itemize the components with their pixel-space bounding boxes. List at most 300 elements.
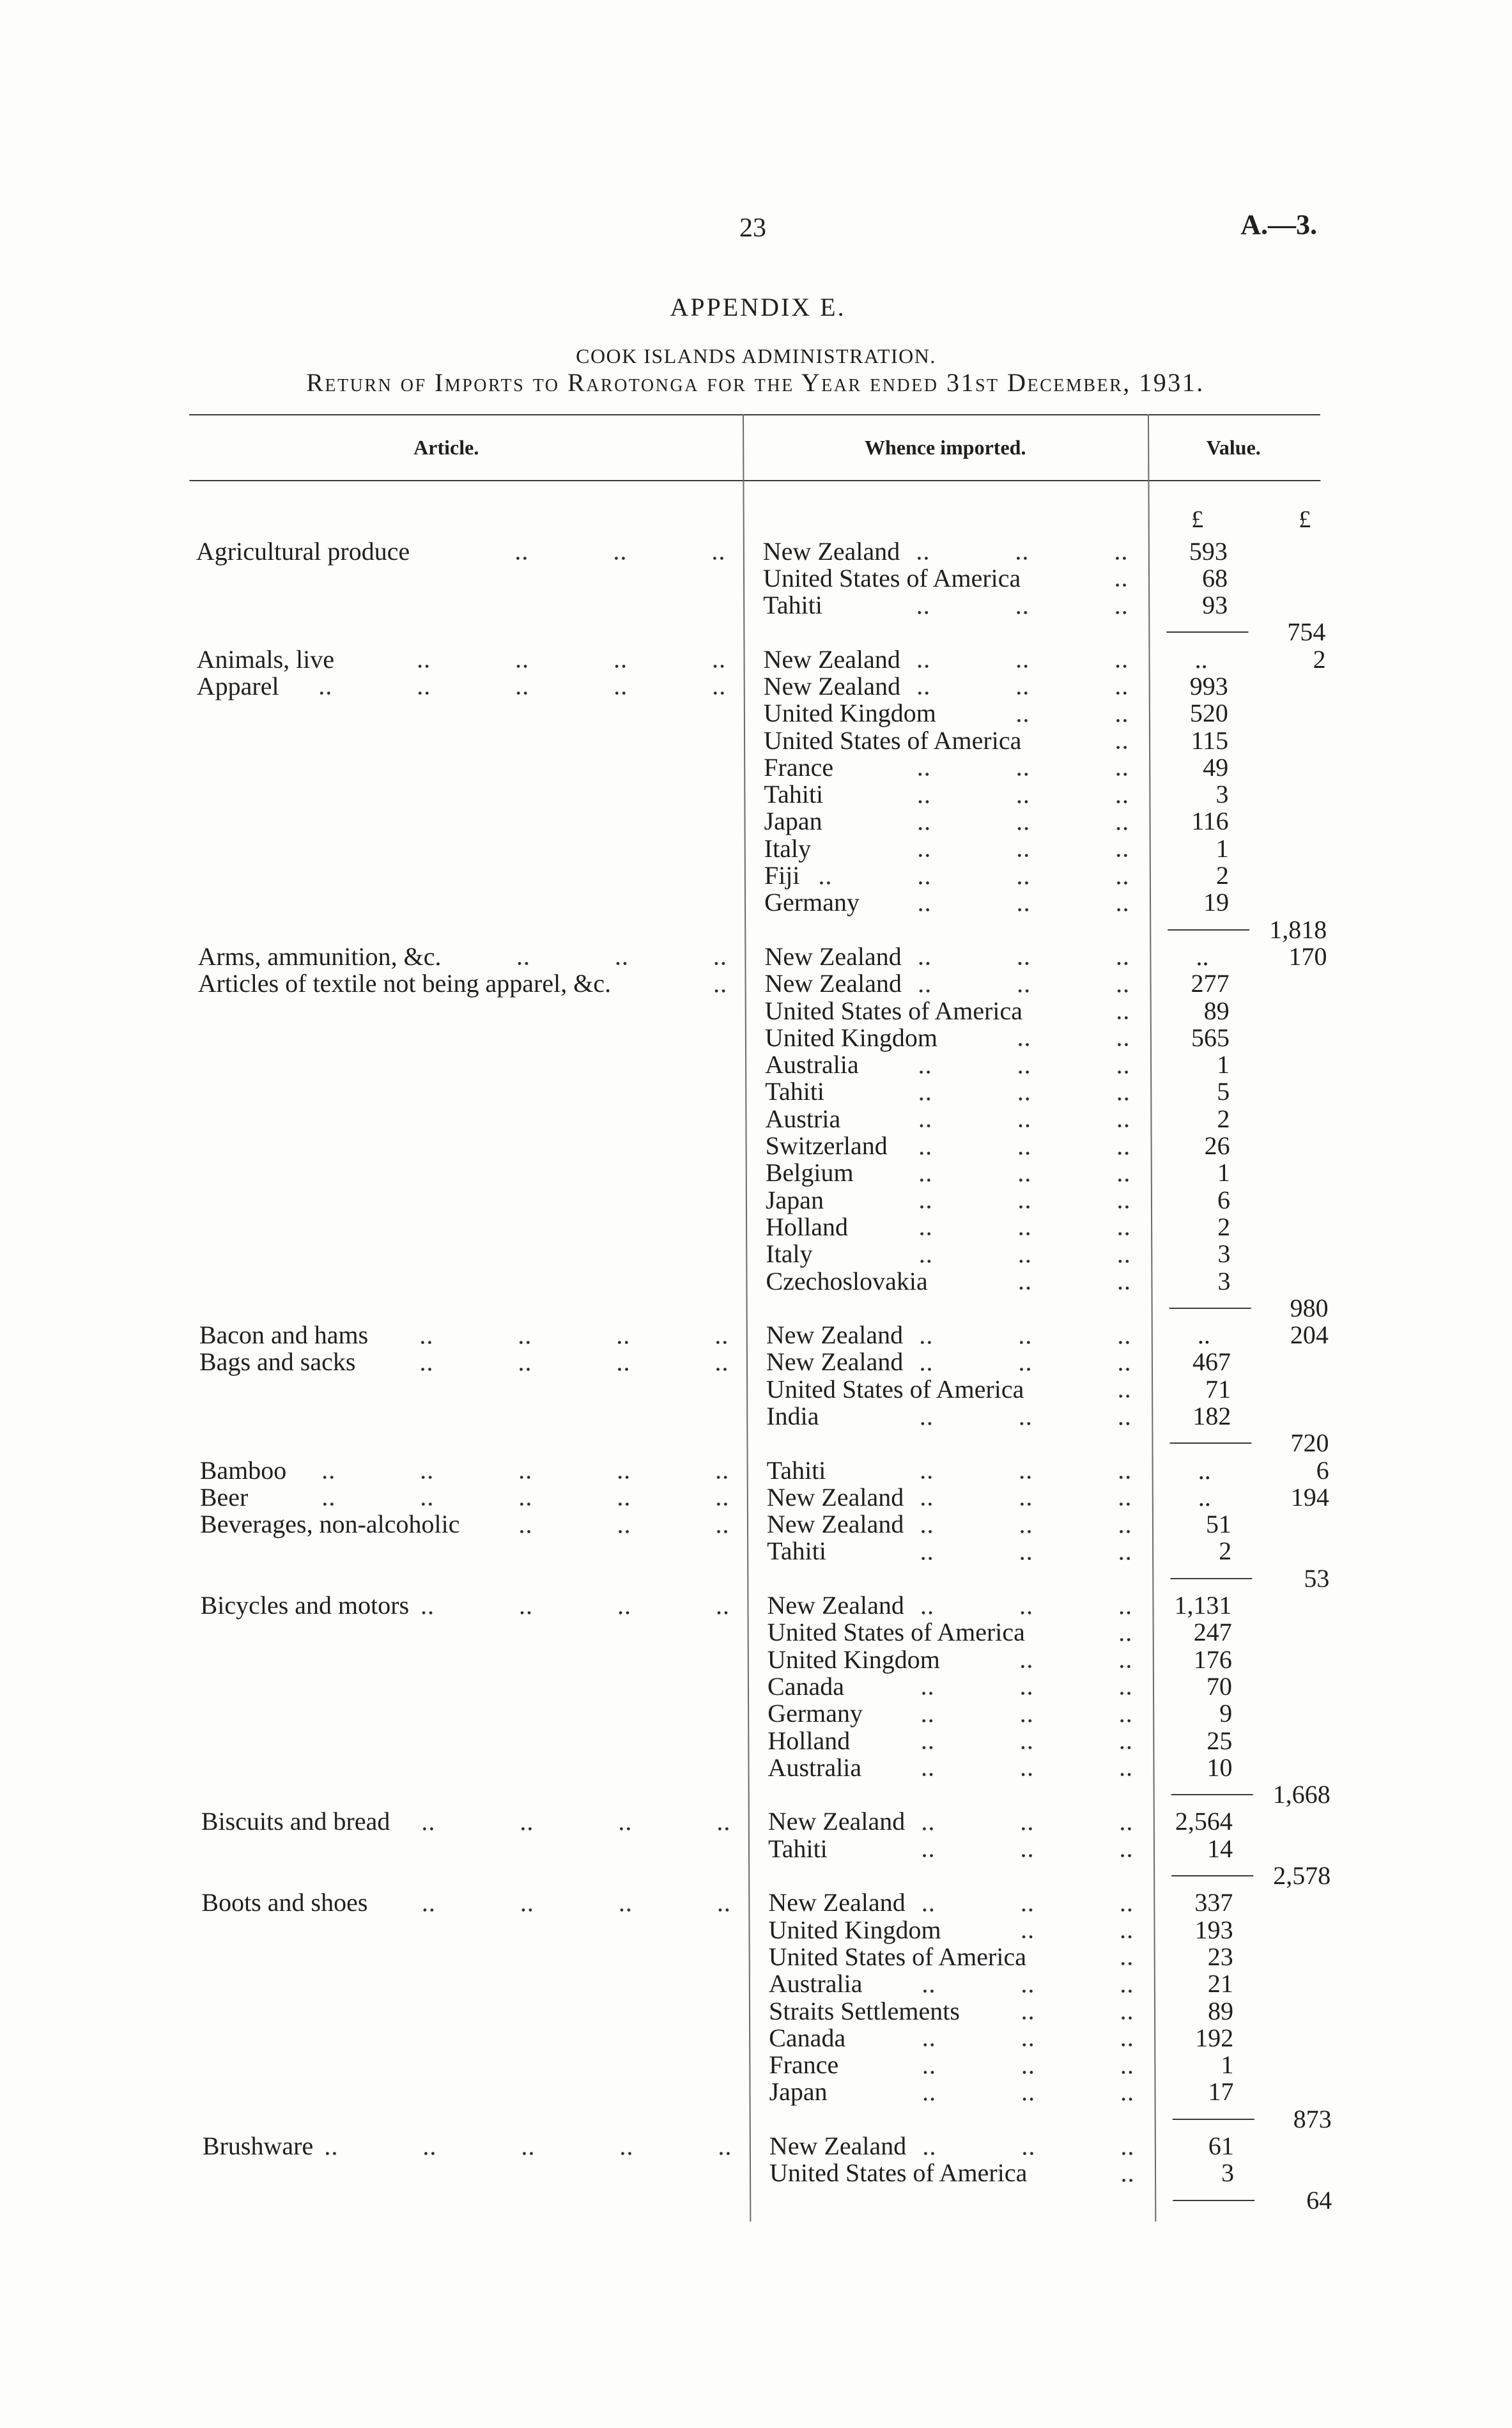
dot-leader: [420, 1476, 434, 1479]
value-cell: 337: [1194, 1888, 1233, 1917]
dot-leader: [1021, 2016, 1035, 2020]
table-row: [2, 862, 1465, 889]
subtotal-row: [7, 2187, 1470, 2214]
table-row: [1, 808, 1465, 835]
dot-leader: [716, 1827, 730, 1830]
country-name: United States of America: [763, 725, 1022, 755]
dot-leader: [1120, 2152, 1134, 2155]
value-cell: 3: [1217, 1239, 1231, 1269]
dot-leader: [1115, 908, 1129, 911]
total-cell: 64: [1306, 2185, 1332, 2215]
country-name: Italy: [766, 1239, 813, 1269]
country-name: Austria: [765, 1104, 841, 1133]
dot-leader: [1021, 2071, 1035, 2074]
value-cell: 26: [1204, 1131, 1230, 1161]
dot-leader: [1115, 854, 1129, 857]
total-cell: 204: [1290, 1320, 1329, 1350]
dot-leader: [916, 692, 930, 695]
dot-leader: [921, 1908, 935, 1912]
dot-leader: [518, 1368, 532, 1371]
country-name: Australia: [768, 1969, 863, 1999]
subtotal-row: [6, 1781, 1469, 1808]
dot-leader: [1115, 773, 1129, 776]
dot-leader: [712, 692, 726, 695]
dot-leader: [1017, 1232, 1031, 1235]
dot-leader: [1118, 1638, 1132, 1641]
dot-leader: [518, 1503, 532, 1506]
total-cell: 6: [1316, 1455, 1329, 1485]
value-cell: 116: [1191, 807, 1229, 836]
country-name: United States of America: [767, 1618, 1025, 1647]
dot-leader: [922, 2152, 936, 2155]
subtotal-row: [2, 916, 1465, 943]
dot-leader: [916, 611, 930, 614]
country-name: Australia: [768, 1752, 862, 1782]
country-name: Tahiti: [767, 1536, 826, 1566]
value-cell: 93: [1202, 591, 1228, 620]
dot-leader: [1016, 827, 1030, 830]
dot-leader: [1017, 1043, 1031, 1046]
dot-leader: [1017, 1124, 1031, 1127]
table-row: [5, 1728, 1469, 1754]
dot-leader: [1118, 1530, 1132, 1533]
page-number: 23: [739, 213, 766, 243]
dot-leader: [918, 1071, 932, 1074]
table-row: [3, 1051, 1466, 1078]
table-row: [3, 1025, 1466, 1051]
country-name: New Zealand: [763, 671, 901, 700]
dot-leader: [715, 1530, 729, 1533]
dot-leader: [920, 1719, 934, 1722]
article-name: Beverages, non-alcoholic: [199, 1510, 460, 1539]
dot-leader: [1120, 1935, 1134, 1938]
country-name: United Kingdom: [763, 699, 936, 728]
dot-leader: [518, 1476, 532, 1479]
dot-leader: [1116, 1097, 1130, 1101]
table-row: [6, 1836, 1469, 1862]
dot-leader: [1116, 1232, 1130, 1235]
dot-leader: [916, 800, 930, 803]
dot-leader: [1021, 1990, 1035, 1993]
dot-leader: [618, 1827, 632, 1830]
subtotal-rule: [1169, 1308, 1251, 1309]
country-name: United States of America: [762, 563, 1021, 592]
dot-leader: [515, 665, 529, 668]
dot-leader: [1115, 665, 1129, 668]
dot-leader: [1015, 692, 1030, 695]
country-name: Fiji: [764, 861, 800, 890]
dot-leader: [1114, 611, 1128, 614]
dot-leader: [1116, 1124, 1130, 1127]
country-name: Tahiti: [763, 591, 823, 620]
subtotal-row: [4, 1295, 1467, 1322]
dot-leader: [618, 1908, 632, 1912]
subtotal-row: [4, 1430, 1467, 1457]
total-cell: 980: [1290, 1293, 1329, 1322]
dot-leader: [1015, 800, 1030, 803]
dot-leader: [1120, 2043, 1134, 2046]
dot-leader: [514, 557, 528, 560]
appendix-heading: APPENDIX E.: [670, 293, 846, 321]
country-name: New Zealand: [768, 1888, 906, 1917]
dot-leader: [1118, 1719, 1132, 1722]
column-header-whence: Whence imported.: [864, 436, 1026, 459]
value-cell: 467: [1192, 1347, 1231, 1377]
dot-leader: [417, 692, 431, 695]
table-row: [7, 2160, 1470, 2186]
country-name: Japan: [764, 807, 822, 836]
dot-leader: [1116, 989, 1130, 993]
dot-leader: [920, 1503, 934, 1506]
dot-leader: [1120, 1962, 1134, 1965]
country-name: United States of America: [764, 996, 1023, 1025]
dot-leader: [1015, 557, 1029, 560]
dot-leader: [916, 557, 930, 560]
article-name: Articles of textile not being apparel, &c.: [197, 969, 612, 998]
value-cell: 51: [1205, 1510, 1232, 1539]
value-cell: 193: [1194, 1915, 1233, 1944]
table-body: [1, 538, 1471, 2214]
table-top-rule: [189, 414, 1320, 415]
dot-leader: [617, 1476, 631, 1479]
dot-leader: [922, 2043, 936, 2046]
table-row: [1, 646, 1464, 673]
article-name: Bags and sacks: [199, 1347, 356, 1377]
dot-leader: [1115, 881, 1129, 885]
dot-leader: [1118, 1476, 1132, 1479]
dot-leader: [917, 962, 931, 965]
country-name: United States of America: [768, 1942, 1027, 1971]
country-name: Italy: [764, 833, 812, 863]
dot-leader: [1120, 2016, 1134, 2020]
dot-leader: [921, 1854, 935, 1857]
value-cell: 9: [1219, 1699, 1233, 1728]
value-cell: 1,131: [1174, 1591, 1232, 1620]
dot-leader: [516, 962, 530, 965]
total-cell: 720: [1290, 1428, 1329, 1458]
dot-leader: [918, 1260, 932, 1263]
dot-leader: [921, 1773, 935, 1776]
country-name: Germany: [768, 1699, 863, 1728]
table-row: [6, 1970, 1470, 1997]
total-cell: 170: [1288, 941, 1327, 971]
value-cell: 17: [1208, 2077, 1234, 2107]
country-name: Holland: [766, 1212, 849, 1241]
country-name: Switzerland: [765, 1131, 888, 1161]
value-cell: 71: [1205, 1374, 1231, 1403]
dot-leader: [1115, 800, 1129, 803]
subtotal-rule: [1171, 1794, 1253, 1795]
dot-leader: [1018, 1422, 1032, 1425]
table-row: [1, 592, 1464, 619]
table-row: [2, 889, 1465, 916]
dot-leader: [421, 1827, 435, 1830]
dot-leader: [917, 881, 931, 885]
value-cell: 70: [1206, 1671, 1233, 1701]
table-row: [1, 700, 1465, 727]
dot-leader: [715, 1476, 729, 1479]
country-name: Canada: [767, 1671, 845, 1701]
dot-leader: [613, 692, 628, 695]
dot-leader: [419, 1341, 433, 1344]
dot-leader: [1120, 2179, 1134, 2182]
dot-leader: [518, 1530, 532, 1533]
dot-leader: [617, 1503, 631, 1506]
value-cell: 1: [1215, 833, 1229, 863]
dot-leader: [920, 1557, 934, 1560]
dot-leader: [1117, 1368, 1131, 1371]
country-name: New Zealand: [762, 536, 900, 566]
table-row: [6, 1944, 1470, 1970]
dot-leader: [1016, 881, 1030, 885]
article-name: Apparel: [196, 671, 279, 700]
dot-leader: [1015, 719, 1030, 722]
dot-leader: [918, 1124, 932, 1127]
table-row: [3, 1241, 1467, 1267]
document-reference: A.—3.: [1240, 209, 1317, 240]
dot-leader: [918, 989, 932, 993]
dot-leader: [920, 1746, 934, 1749]
value-cell: 61: [1208, 2131, 1234, 2161]
dot-leader: [420, 1503, 434, 1506]
dot-leader: [920, 1692, 934, 1695]
dot-leader: [1118, 1692, 1132, 1695]
dot-leader: [419, 1368, 433, 1371]
dot-leader: [918, 1097, 932, 1101]
country-name: Tahiti: [764, 780, 824, 809]
country-name: New Zealand: [764, 941, 902, 971]
dot-leader: [1019, 1692, 1033, 1695]
dot-leader: [1015, 773, 1030, 776]
dot-leader: [519, 1611, 533, 1614]
dot-leader: [421, 1908, 435, 1912]
dot-leader: [1017, 1152, 1031, 1155]
total-cell: 2,578: [1273, 1861, 1331, 1891]
article-name: Animals, live: [196, 644, 335, 674]
dot-leader: [920, 1530, 934, 1533]
dot-leader: [1019, 1611, 1033, 1614]
subtotal-rule: [1168, 929, 1249, 931]
dot-leader: [1015, 665, 1030, 668]
dot-leader: [1118, 1746, 1132, 1749]
dot-leader: [919, 1368, 933, 1371]
table-row: [6, 2025, 1470, 2052]
value-cell: ..: [1194, 644, 1208, 674]
table-row: [7, 2133, 1470, 2160]
dot-leader: [919, 1422, 933, 1425]
value-cell: 3: [1215, 780, 1229, 809]
article-name: Bicycles and motors: [200, 1591, 410, 1620]
value-cell: 176: [1193, 1644, 1232, 1674]
dot-leader: [711, 557, 725, 560]
dot-leader: [616, 1368, 630, 1371]
dot-leader: [1118, 1611, 1132, 1614]
dot-leader: [1019, 1503, 1033, 1506]
table-row: [4, 1376, 1467, 1403]
dot-leader: [1115, 827, 1129, 830]
article-name: Biscuits and bread: [201, 1807, 390, 1836]
dot-leader: [321, 1503, 336, 1506]
administration-heading: COOK ISLANDS ADMINISTRATION.: [576, 344, 936, 367]
table-row: [5, 1673, 1469, 1700]
dot-leader: [1021, 2098, 1035, 2101]
dot-leader: [1116, 1043, 1130, 1046]
value-cell: 1: [1221, 2050, 1234, 2080]
dot-leader: [1019, 1746, 1033, 1749]
dot-leader: [1018, 1341, 1032, 1344]
value-cell: 2,564: [1175, 1807, 1233, 1836]
value-cell: 2: [1219, 1536, 1232, 1566]
dot-leader: [1017, 1260, 1031, 1263]
dot-leader: [518, 1341, 532, 1344]
country-name: Germany: [764, 888, 860, 917]
dot-leader: [1115, 719, 1129, 722]
country-name: New Zealand: [763, 644, 900, 674]
dot-leader: [521, 2152, 535, 2155]
dot-leader: [918, 1152, 932, 1155]
value-cell: ..: [1196, 941, 1209, 971]
dot-leader: [716, 1908, 730, 1912]
imports-table: [0, 414, 1470, 2223]
total-cell: 1,818: [1269, 915, 1327, 944]
table-row: [1, 565, 1464, 592]
table-row: [3, 1159, 1467, 1186]
table-row: [5, 1754, 1469, 1781]
table-row: [4, 1403, 1467, 1430]
value-cell: 115: [1191, 725, 1229, 755]
value-cell: 6: [1217, 1185, 1231, 1214]
dot-leader: [921, 1827, 935, 1830]
value-cell: 3: [1217, 1266, 1231, 1295]
country-name: New Zealand: [766, 1320, 904, 1350]
dot-leader: [1018, 1368, 1032, 1371]
country-name: Tahiti: [766, 1455, 826, 1485]
dot-leader: [1114, 584, 1128, 587]
country-name: Czechoslovakia: [766, 1266, 928, 1295]
subtotal-rule: [1170, 1578, 1252, 1579]
table-row: [1, 673, 1465, 700]
total-cell: 53: [1304, 1563, 1330, 1593]
table-row: [3, 1078, 1466, 1105]
dot-leader: [922, 1990, 936, 1993]
value-cell: 14: [1207, 1834, 1233, 1863]
country-name: New Zealand: [766, 1510, 904, 1539]
dot-leader: [1118, 1503, 1132, 1506]
table-row: [6, 2078, 1470, 2105]
country-name: New Zealand: [764, 969, 902, 998]
value-cell: 1: [1216, 1050, 1230, 1079]
table-row: [3, 1106, 1466, 1133]
dot-leader: [1116, 1179, 1130, 1182]
table-row: [5, 1700, 1469, 1727]
dot-leader: [918, 1232, 932, 1235]
dot-leader: [1116, 1287, 1130, 1290]
total-cell: 2: [1313, 644, 1326, 674]
dot-leader: [1019, 1530, 1033, 1533]
country-name: United Kingdom: [768, 1915, 941, 1944]
table-row: [6, 1917, 1469, 1944]
table-row: [3, 1133, 1467, 1159]
table-row: [2, 835, 1465, 862]
article-name: Bacon and hams: [199, 1320, 369, 1350]
article-name: Beer: [199, 1482, 249, 1512]
dot-leader: [1021, 1935, 1035, 1938]
country-name: Canada: [769, 2023, 846, 2052]
currency-symbol-total: £: [1299, 506, 1311, 533]
table-row: [2, 970, 1465, 997]
value-cell: 182: [1192, 1402, 1231, 1430]
column-header-value: Value.: [1206, 436, 1261, 459]
dot-leader: [1120, 2098, 1134, 2101]
country-name: United States of America: [769, 2158, 1028, 2188]
value-cell: 565: [1191, 1023, 1230, 1052]
country-name: United States of America: [766, 1374, 1024, 1403]
dot-leader: [1017, 1071, 1031, 1074]
column-header-article: Article.: [413, 436, 479, 459]
dot-leader: [1019, 1665, 1033, 1668]
country-name: New Zealand: [766, 1482, 904, 1512]
dot-leader: [321, 1476, 336, 1479]
dot-leader: [1019, 1557, 1033, 1560]
value-cell: 19: [1203, 888, 1230, 917]
dot-leader: [617, 1530, 631, 1533]
subtotal-rule: [1173, 2119, 1254, 2120]
dot-leader: [1117, 1341, 1131, 1344]
country-name: Japan: [765, 1185, 824, 1214]
dot-leader: [617, 1611, 631, 1614]
dot-leader: [1019, 1476, 1033, 1479]
country-name: Japan: [769, 2077, 828, 2107]
dot-leader: [1118, 1665, 1132, 1668]
dot-leader: [1015, 611, 1029, 614]
dot-leader: [1114, 557, 1128, 560]
dot-leader: [515, 692, 529, 695]
dot-leader: [1016, 908, 1030, 911]
country-name: New Zealand: [768, 1807, 906, 1836]
value-cell: 68: [1201, 563, 1228, 592]
country-name: India: [766, 1402, 819, 1430]
table-row: [1, 538, 1464, 565]
dot-leader: [520, 1908, 534, 1912]
dot-leader: [1020, 1773, 1034, 1776]
value-cell: ..: [1198, 1482, 1211, 1512]
dot-leader: [614, 962, 628, 965]
dot-leader: [1119, 1773, 1133, 1776]
dot-leader: [917, 827, 931, 830]
dot-leader: [1016, 962, 1030, 965]
subtotal-rule: [1166, 631, 1248, 633]
article-name: Agricultural produce: [196, 536, 410, 566]
country-name: Tahiti: [765, 1077, 825, 1106]
value-cell: 247: [1193, 1618, 1232, 1647]
dot-leader: [1118, 1557, 1132, 1560]
dot-leader: [318, 692, 332, 695]
value-cell: ..: [1198, 1455, 1211, 1485]
dot-leader: [716, 1611, 730, 1614]
dot-leader: [1115, 692, 1129, 695]
dot-leader: [422, 2152, 436, 2155]
dot-leader: [715, 1503, 729, 1506]
dot-leader: [1017, 989, 1031, 993]
dot-leader: [1021, 2043, 1035, 2046]
table-row: [5, 1646, 1469, 1673]
value-cell: 5: [1217, 1077, 1230, 1106]
subtotal-row: [6, 1862, 1469, 1889]
dot-leader: [613, 557, 627, 560]
dot-leader: [1119, 1827, 1133, 1830]
dot-leader: [918, 1205, 932, 1209]
dot-leader: [712, 665, 726, 668]
